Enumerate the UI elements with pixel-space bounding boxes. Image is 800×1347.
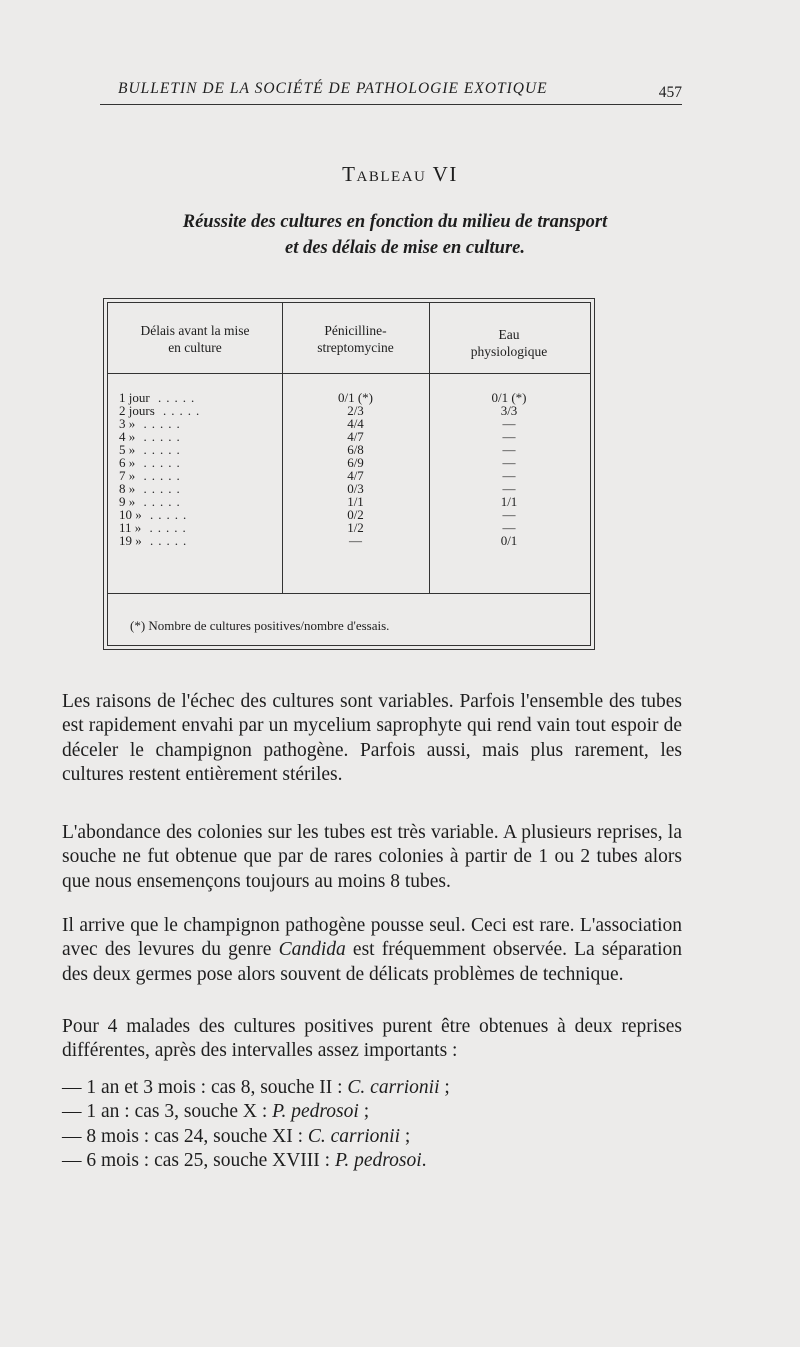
table-caption-line-2: et des délais de mise en culture. [285,238,525,258]
list-item-punctuation: . [421,1150,427,1172]
list-item [62,1149,682,1173]
text-span: Il arrive que le champignon pathogène pousse seul. Ceci est rare. L'association avec des levures du genre [62,915,682,961]
water-cell: — [502,416,516,431]
species-name: C. carrionii [307,1125,400,1147]
delay-cell: 8 » ..... [119,481,185,496]
penicillin-cell: 1/1 [347,494,364,509]
water-cell: — [502,481,516,496]
water-cell: 0/1 [500,533,518,548]
penicillin-cell: 0/1 (*) [337,390,374,405]
table-footnote: (*) Nombre de cultures positives/nombre d'essais. [130,618,390,633]
paragraph-colony-abundance: L'abondance des colonies sur les tubes est très variable. A plusieurs reprises, la souche ne fut obtenue que par de rares colonies à partir de 1 ou 2 tubes alors que nous ensemençons toujours au moins 8 tubes. [62,822,682,892]
column-header-text: Délais avant la mise [140,323,250,338]
leader-dots: ..... [135,442,185,457]
table-label: Tableau VI [342,162,458,186]
column-header-text: Pénicilline- [324,323,387,338]
delay-cell: 4 » ..... [119,429,185,444]
paragraph-association [62,914,682,987]
column-header-water [429,326,589,360]
column-header-text: en culture [168,340,222,355]
list-item-text: — 8 mois : cas 24, souche XI : [62,1125,308,1147]
leader-dots: ..... [135,455,185,470]
table-body [108,391,590,547]
journal-title: BULLETIN DE LA SOCIÉTÉ DE PATHOLOGIE EXOTIQUE [118,80,548,97]
leader-dots: ..... [135,429,185,444]
paragraph-culture-failure: Les raisons de l'échec des cultures sont variables. Parfois l'ensemble des tubes est rapidement envahi par un mycelium saprophyte qui rend vain tout espoir de déceler le champignon pathogène. Parfois aussi, mais plus rarement, les cultures restent entièrement stériles. [62,691,682,786]
leader-dots: ..... [135,481,185,496]
list-item-text: — 1 an : cas 3, souche X : [62,1101,273,1123]
species-name: C. carrionii [347,1077,440,1098]
column-header-delay [108,322,282,356]
page-number: 457 [658,84,682,101]
leader-dots: ..... [141,507,192,522]
paragraph-repeat-cultures: Pour 4 malades des cultures positives purent être obtenues à deux reprises différentes, après des intervalles assez importants : [62,1016,682,1062]
leader-dots: ..... [154,403,205,418]
penicillin-cell: 2/3 [347,403,364,418]
penicillin-cell: 1/2 [347,520,364,535]
delay-cell: 3 » ..... [119,416,185,431]
footnote-rule [108,593,590,594]
water-cell: — [502,468,516,483]
list-item-punctuation: ; [399,1125,411,1147]
table-inner-frame [107,302,591,646]
column-header-penicillin [282,322,429,356]
delay-cell: 7 » ..... [119,468,185,483]
penicillin-cell: 6/9 [347,455,364,470]
interval-list [62,1076,682,1174]
list-item-text: — 6 mois : cas 25, souche XVIII : [62,1150,335,1172]
water-cell: 3/3 [500,403,518,418]
penicillin-cell: 0/2 [347,507,364,522]
column-header-text: physiologique [470,344,548,359]
delay-cell: 6 » ..... [119,455,185,470]
delay-cell: 2 jours ..... [119,403,205,418]
delay-cell: 11 » ..... [119,520,191,535]
data-table [103,298,595,650]
water-cell: 1/1 [500,494,518,509]
leader-dots: ..... [135,468,185,483]
table-row [108,534,590,547]
water-cell: — [502,507,516,522]
delay-cell: 9 » ..... [119,494,185,509]
delay-cell: 5 » ..... [119,442,185,457]
delay-cell: 19 » ..... [119,533,192,548]
leader-dots: ..... [135,494,185,509]
table-caption-line-1: Réussite des cultures en fonction du milieu de transport [182,212,608,232]
penicillin-cell: 4/4 [347,416,364,431]
water-cell: — [502,429,516,444]
list-item-text: — 1 an et 3 mois : cas 8, souche II : [62,1077,348,1098]
list-item-punctuation: ; [358,1101,370,1123]
penicillin-cell: 6/8 [347,442,364,457]
water-cell: — [502,520,516,535]
species-name: P. pedrosoi [272,1101,359,1123]
species-name: P. pedrosoi [334,1150,422,1172]
header-rule [108,373,590,374]
water-cell: 0/1 (*) [491,390,527,405]
penicillin-cell: 0/3 [347,481,364,496]
list-item [62,1100,682,1124]
leader-dots: ..... [149,390,200,405]
list-item [62,1076,682,1100]
delay-cell: 10 » ..... [119,507,192,522]
penicillin-cell: 4/7 [347,468,364,483]
list-item [62,1125,682,1149]
text-span: est fréquemment observée. La séparation des deux germes pose alors souvent de délicats problèmes de technique. [62,939,682,985]
list-item-punctuation: ; [439,1077,450,1098]
delay-cell: 1 jour ..... [119,390,200,405]
leader-dots: ..... [141,533,192,548]
column-header-text: Eau [498,327,520,342]
water-cell: — [502,455,516,470]
genus-name: Candida [278,939,346,961]
penicillin-cell: 4/7 [347,429,364,444]
running-head [100,78,682,105]
water-cell: — [502,442,516,457]
leader-dots: ..... [141,520,191,535]
column-header-text: streptomycine [317,340,394,355]
penicillin-cell: — [349,533,362,548]
leader-dots: ..... [135,416,185,431]
